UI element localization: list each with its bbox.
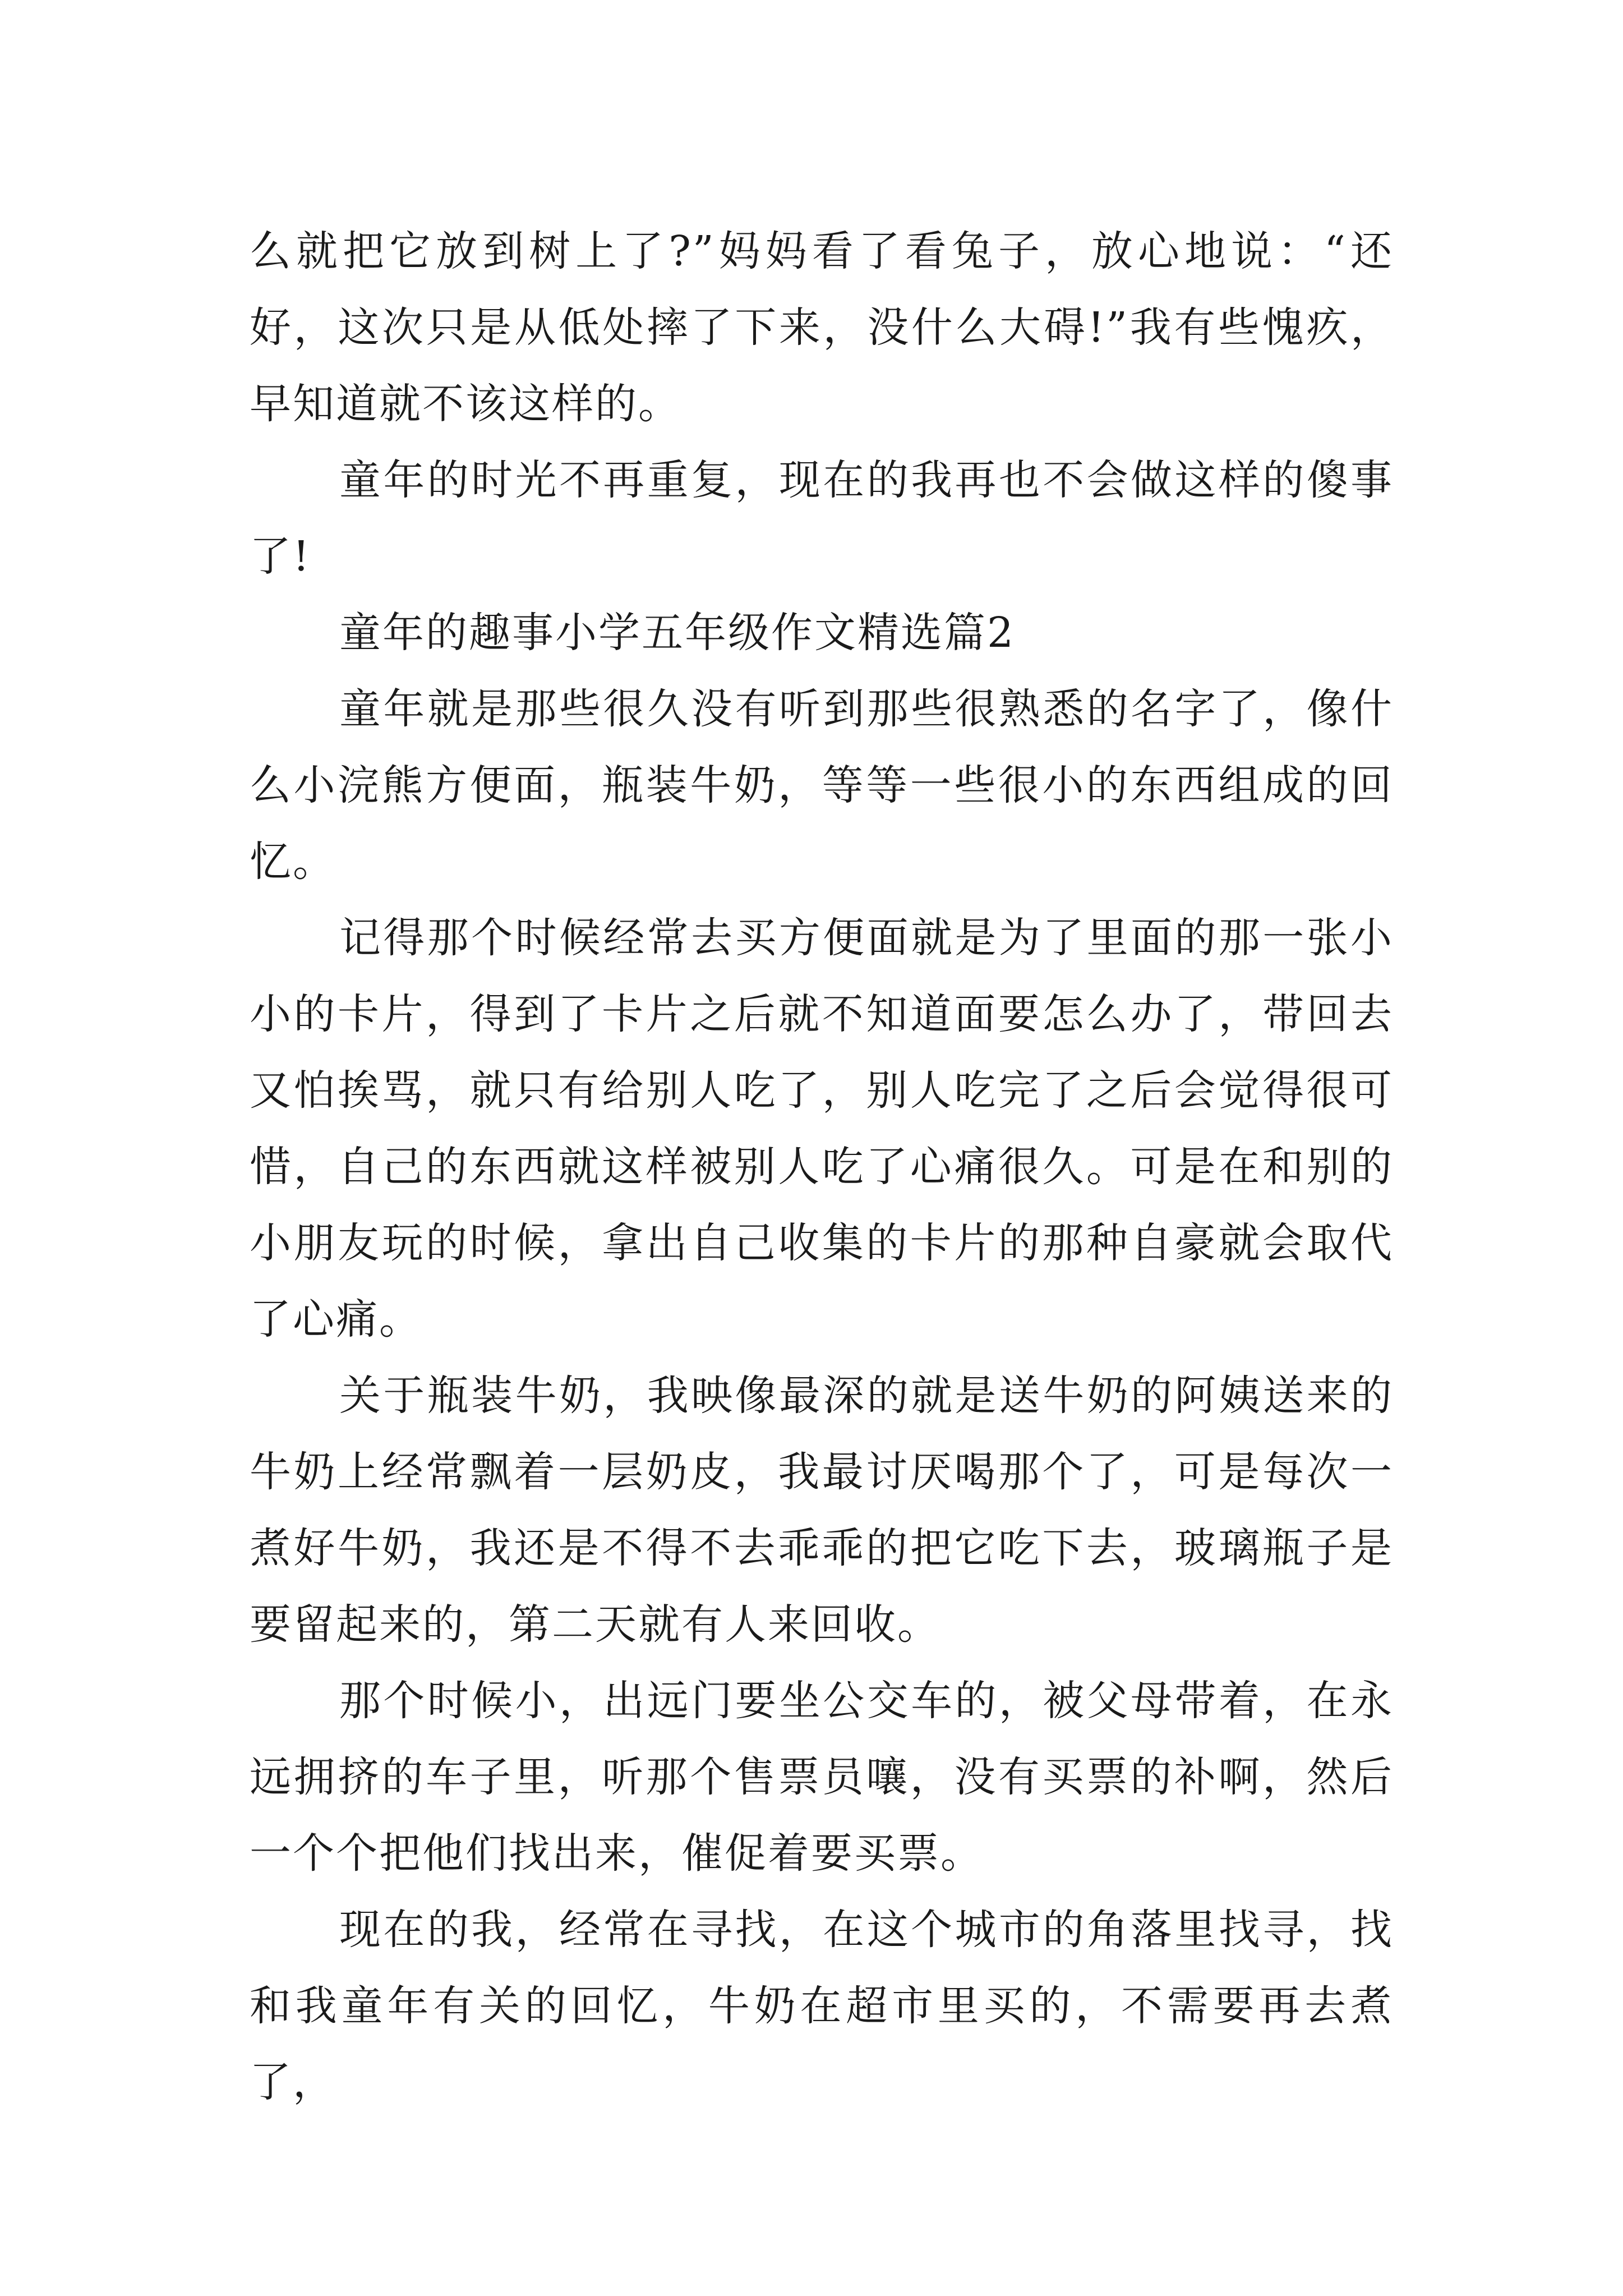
paragraph-6: 那个时候小，出远门要坐公交车的，被父母带着，在永远拥挤的车子里，听那个售票员嚷，没有买票的补啊，然后一个个把他们找出来，催促着要买票。	[250, 1677, 1394, 1878]
paragraph-2: 童年的时光不再重复，现在的我再也不会做这样的傻事了!	[250, 456, 1394, 581]
paragraph-7: 现在的我，经常在寻找，在这个城市的角落里找寻，找和我童年有关的回忆，牛奶在超市里买的，不需要再去煮了，	[250, 1906, 1394, 2106]
section-heading: 童年的趣事小学五年级作文精选篇2	[339, 609, 1016, 657]
paragraph-4: 记得那个时候经常去买方便面就是为了里面的那一张小小的卡片，得到了卡片之后就不知道面要怎么办了，带回去又怕挨骂，就只有给别人吃了，别人吃完了之后会觉得很可惜，自己的东西就这样被别人吃了心痛很久。可是在和别的小朋友玩的时候，拿出自己收集的卡片的那种自豪就会取代了心痛。	[250, 914, 1394, 1343]
paragraph-1: 么就把它放到树上了?”妈妈看了看兔子，放心地说：“还好，这次只是从低处摔了下来，没什么大碍!”我有些愧疚，早知道就不该这样的。	[250, 227, 1394, 428]
paragraph-3: 童年就是那些很久没有听到那些很熟悉的名字了，像什么小浣熊方便面，瓶装牛奶，等等一些很小的东西组成的回忆。	[250, 685, 1394, 886]
paragraph-5: 关于瓶装牛奶，我映像最深的就是送牛奶的阿姨送来的牛奶上经常飘着一层奶皮，我最讨厌喝那个了，可是每次一煮好牛奶，我还是不得不去乖乖的把它吃下去，玻璃瓶子是要留起来的，第二天就有人来回收。	[250, 1372, 1394, 1649]
document-body	[250, 213, 1394, 2120]
